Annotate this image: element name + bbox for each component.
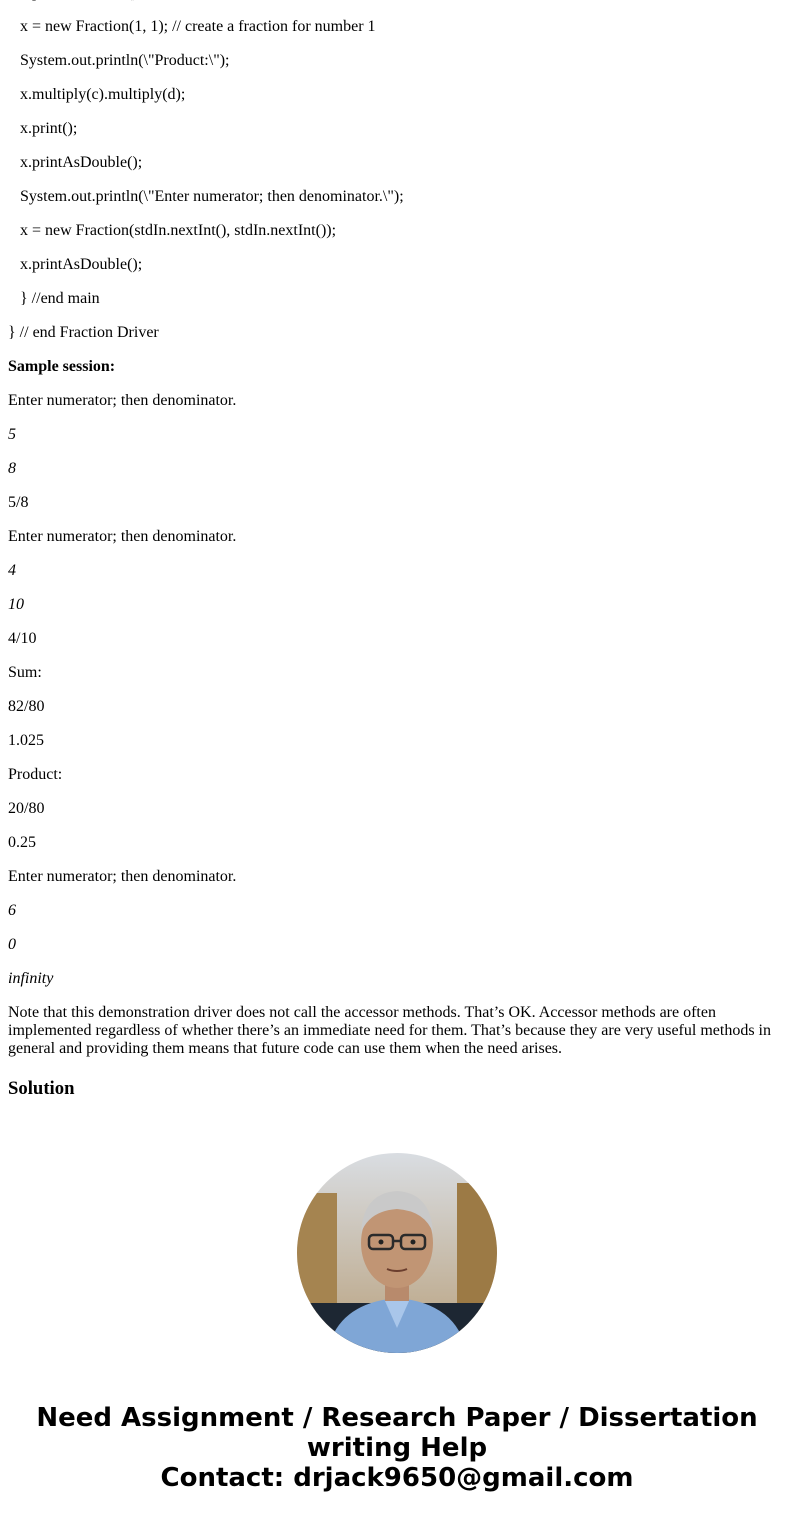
session-line: Enter numerator; then denominator. [8, 392, 237, 409]
session-input: 10 [8, 596, 24, 613]
author-photo-icon [297, 1153, 497, 1353]
note-paragraph: Note that this demonstration driver does not call the accessor methods. That’s OK. Accessor methods are often implemented regardless of whether there’s an immediate need for them. That’s because they are very useful methods in general and providing them means that future code can use them when the need arises. [8, 1004, 771, 1057]
session-line: 20/80 [8, 800, 45, 817]
session-line: Enter numerator; then denominator. [8, 868, 237, 885]
code-line: x.print(); [20, 120, 78, 137]
code-line: x = new Fraction(stdIn.nextInt(), stdIn.nextInt()); [20, 222, 337, 239]
code-line: System.out.println(\"Product:\"); [20, 52, 230, 69]
session-input: 4 [8, 562, 16, 579]
code-line: } //end main [20, 290, 100, 307]
session-input: 0 [8, 936, 16, 953]
solution-heading: Solution [8, 1078, 75, 1099]
code-line: } // end Fraction Driver [8, 324, 159, 341]
session-line: 5/8 [8, 494, 29, 511]
session-line: Enter numerator; then denominator. [8, 528, 237, 545]
session-input: 6 [8, 902, 16, 919]
session-output-infinity: infinity [8, 970, 54, 987]
session-line: 4/10 [8, 630, 37, 647]
promo-line: Need Assignment / Research Paper / Dissertation [36, 1403, 758, 1433]
promo-line: writing Help [306, 1433, 488, 1463]
session-input: 8 [8, 460, 16, 477]
session-line: 1.025 [8, 732, 44, 749]
code-line: x.printAsDouble(); [20, 256, 143, 273]
promo-banner [0, 1403, 794, 1493]
session-line: Sum: [8, 664, 42, 681]
session-line: 0.25 [8, 834, 36, 851]
sample-session-heading: Sample session: [8, 358, 116, 375]
promo-contact: Contact: drjack9650@gmail.com [160, 1463, 634, 1493]
document-body [8, 0, 786, 1100]
code-line: System.out.println(\"Enter numerator; then denominator.\"); [20, 188, 404, 205]
code-line: x = new Fraction(1, 1); // create a fraction for number 1 [20, 18, 376, 35]
code-line [8, 0, 786, 2]
code-line: x.multiply(c).multiply(d); [20, 86, 186, 103]
session-line: 82/80 [8, 698, 45, 715]
code-line: x.printAsDouble(); [20, 154, 143, 171]
session-line: Product: [8, 766, 63, 783]
author-photo [297, 1153, 497, 1353]
session-input: 5 [8, 426, 16, 443]
